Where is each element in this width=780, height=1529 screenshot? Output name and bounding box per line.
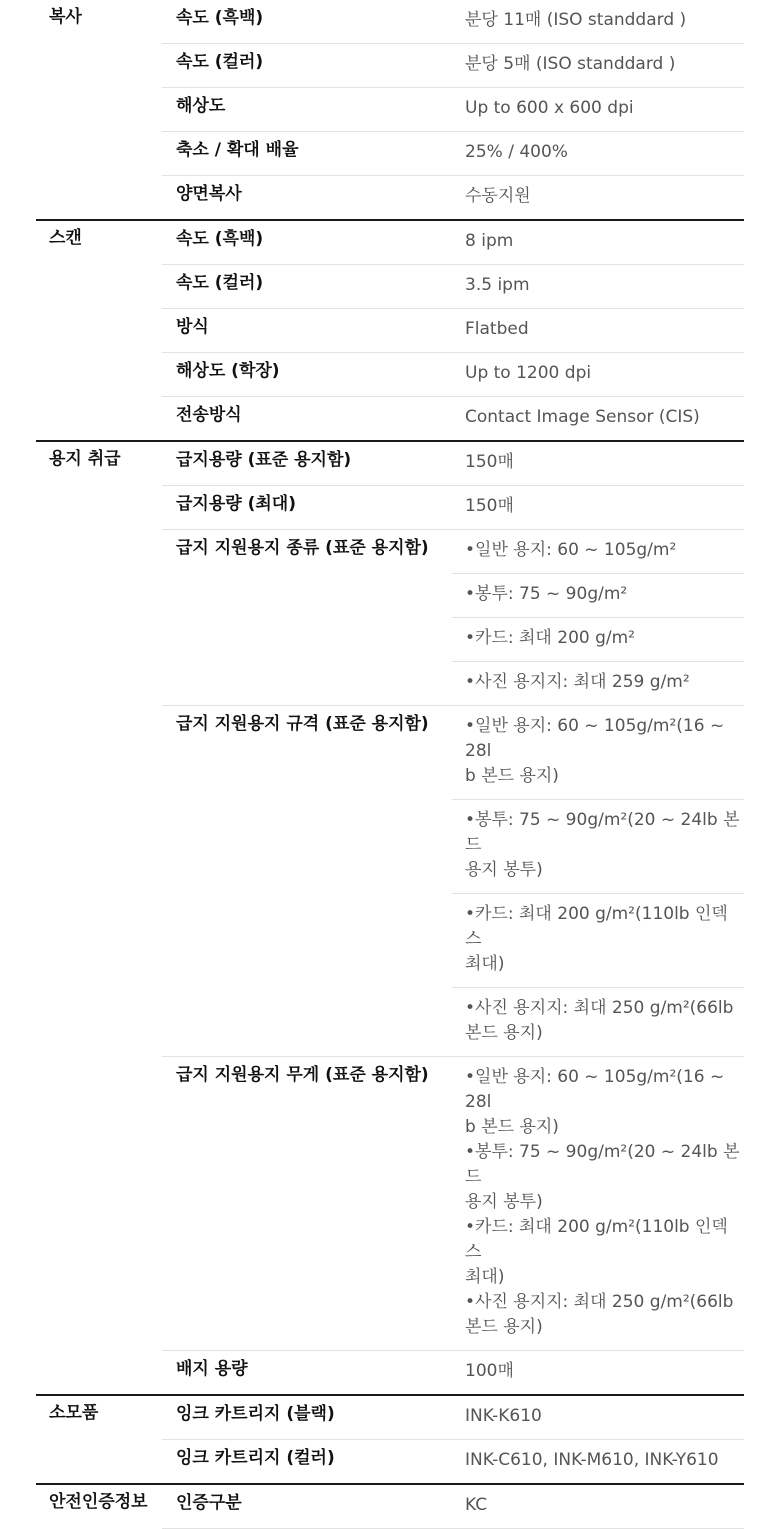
spec-row [162, 1485, 744, 1529]
section-title: 용지 취급 [49, 449, 121, 469]
spec-label: 급지용량 (최대) [176, 494, 296, 514]
spec-value: 분당 5매 (ISO standdard ) [465, 54, 676, 74]
spec-value: •봉투: 75 ~ 90g/m² [452, 574, 744, 618]
spec-section-consumables [36, 1394, 744, 1483]
spec-label: 속도 (흑백) [176, 229, 264, 249]
spec-row [162, 265, 744, 309]
spec-row [162, 442, 744, 486]
spec-label: 배지 용량 [176, 1359, 248, 1379]
spec-value: •봉투: 75 ~ 90g/m²(20 ~ 24lb 본드 용지 봉투) [452, 800, 744, 894]
spec-label: 해상도 [176, 96, 226, 116]
spec-value: KC [465, 1495, 488, 1515]
spec-label: 잉크 카트리지 (블랙) [176, 1404, 335, 1424]
spec-value: 25% / 400% [465, 142, 568, 162]
spec-label: 급지 지원용지 무게 (표준 용지함) [176, 1065, 429, 1085]
spec-value: 수동지원 [465, 186, 531, 206]
spec-value: •일반 용지: 60 ~ 105g/m²(16 ~ 28l b 본드 용지) •봉투: 75 ~ 90g/m²(20 ~ 24lb 본드 용지 봉투) •카드: 최대 200 g/m²(110lb 인덱스 최대) •사진 용지지: 최대 250 g/m²(66lb 본드 용지) [465, 1067, 740, 1337]
spec-label: 인증구분 [176, 1493, 242, 1513]
section-title: 복사 [49, 7, 82, 27]
spec-label: 급지 지원용지 규격 (표준 용지함) [176, 714, 429, 734]
spec-label: 급지용량 (표준 용지함) [176, 450, 352, 470]
spec-value: •카드: 최대 200 g/m² [452, 618, 744, 662]
spec-row [162, 397, 744, 440]
section-title: 안전인증정보 [49, 1492, 148, 1512]
spec-value: Up to 1200 dpi [465, 363, 592, 383]
spec-value: Up to 600 x 600 dpi [465, 98, 634, 118]
spec-value: •카드: 최대 200 g/m²(110lb 인덱스 최대) [452, 894, 744, 988]
spec-section-scan [36, 219, 744, 440]
spec-section-copy [36, 0, 744, 219]
spec-value: Flatbed [465, 319, 529, 339]
spec-value: •사진 용지지: 최대 250 g/m²(66lb 본드 용지) [465, 998, 734, 1043]
spec-label: 축소 / 확대 배율 [176, 140, 299, 160]
spec-label: 전송방식 [176, 405, 242, 425]
spec-row [162, 706, 744, 1057]
section-title: 스캔 [49, 228, 82, 248]
spec-value: INK-C610, INK-M610, INK-Y610 [465, 1450, 719, 1470]
spec-row [162, 1057, 744, 1351]
spec-value: Contact Image Sensor (CIS) [465, 407, 700, 427]
spec-row [162, 486, 744, 530]
spec-row [162, 44, 744, 88]
spec-row [162, 176, 744, 219]
spec-row [162, 353, 744, 397]
spec-table [36, 0, 744, 1529]
spec-row [162, 132, 744, 176]
spec-label: 속도 (흑백) [176, 8, 264, 28]
spec-label: 잉크 카트리지 (컬러) [176, 1448, 335, 1468]
spec-value: 100매 [465, 1361, 514, 1381]
spec-row [162, 221, 744, 265]
spec-label: 속도 (컬러) [176, 273, 264, 293]
spec-label: 급지 지원용지 종류 (표준 용지함) [176, 538, 429, 558]
spec-value: INK-K610 [465, 1406, 542, 1426]
spec-value: •일반 용지: 60 ~ 105g/m²(16 ~ 28l b 본드 용지) [452, 706, 744, 800]
spec-row [162, 1396, 744, 1440]
section-title: 소모품 [49, 1403, 99, 1423]
spec-value: 150매 [465, 496, 514, 516]
spec-value: 분당 11매 (ISO standdard ) [465, 10, 687, 30]
spec-row [162, 88, 744, 132]
spec-value: 3.5 ipm [465, 275, 530, 295]
spec-value: •일반 용지: 60 ~ 105g/m² [452, 530, 744, 574]
spec-row [162, 1351, 744, 1394]
spec-row [162, 0, 744, 44]
spec-row [162, 530, 744, 706]
spec-row [162, 309, 744, 353]
spec-section-paper-handling [36, 440, 744, 1394]
spec-label: 방식 [176, 317, 209, 337]
spec-value: 8 ipm [465, 231, 514, 251]
spec-label: 속도 (컬러) [176, 52, 264, 72]
spec-label: 해상도 (학장) [176, 361, 280, 381]
spec-section-safety-certification [36, 1483, 744, 1529]
spec-value: •사진 용지지: 최대 259 g/m² [465, 672, 690, 692]
spec-label: 양면복사 [176, 184, 242, 204]
spec-row [162, 1440, 744, 1483]
spec-value: 150매 [465, 452, 514, 472]
